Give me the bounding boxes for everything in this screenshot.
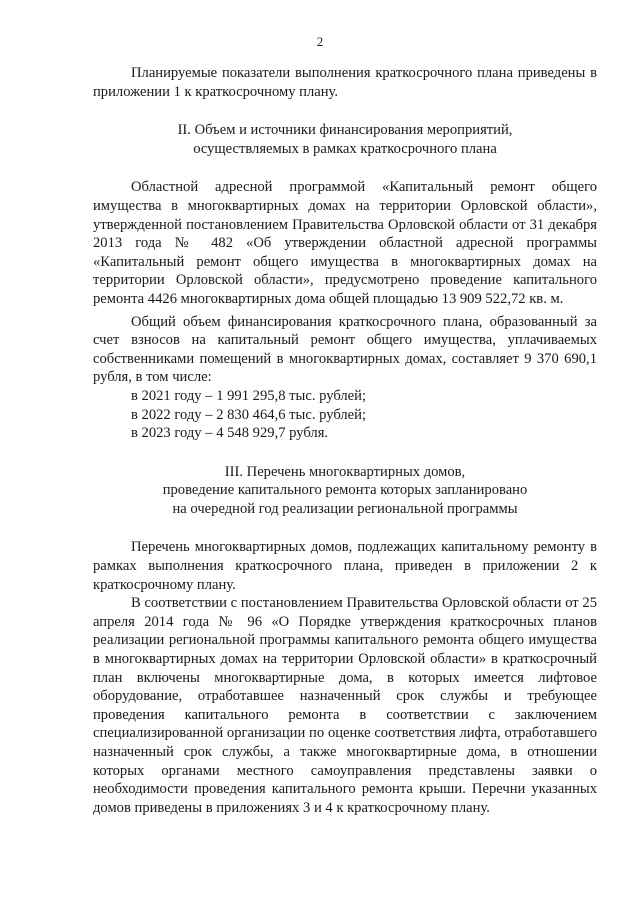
spacer: [93, 158, 597, 178]
spacer: [93, 443, 597, 463]
section-2-heading-line-1: II. Объем и источники финансирования мероприятий,: [177, 122, 513, 139]
section-3-heading-line-3: на очередной год реализации региональной программы: [172, 500, 518, 517]
section-2-heading-line-2: осуществляемых в рамках краткосрочного плана: [193, 140, 497, 157]
spacer: [93, 518, 597, 538]
document-body: [93, 64, 597, 817]
funding-year-2023: в 2023 году – 4 548 929,7 рубля.: [131, 425, 329, 442]
section-3-heading-line-1: III. Перечень многоквартирных домов,: [224, 463, 466, 480]
spacer: [93, 101, 597, 121]
funding-year-2022: в 2022 году – 2 830 464,6 тыс. рублей;: [131, 406, 367, 423]
section-2-paragraph-2: Общий объем финансирования краткосрочного плана, образованный за счет взносов на капитальный ремонт общего имущества, уплачиваемых собственниками помещений в многоквартирных домах, составляет 9 370 690,1 рубля, в том числе:: [93, 313, 597, 386]
section-2-paragraph-1: Областной адресной программой «Капитальный ремонт общего имущества в многоквартирных домах на территории Орловской области», утвержденной постановлением Правительства Орловской области от 31 декабря 2013 года № 482 «Об утверждении областной адресной программы «Капитальный ремонт общего имущества в многоквартирных домах на территории Орловской области», предусмотрено проведение капитального ремонта 4426 многоквартирных дома общей площадью 13 909 522,72 кв. м.: [93, 179, 597, 307]
section-3-paragraph-1: Перечень многоквартирных домов, подлежащих капитальному ремонту в рамках выполнения краткосрочного плана, приведен в приложении 2 к краткосрочному плану.: [93, 539, 597, 593]
page-number: 2: [316, 34, 324, 49]
intro-paragraph: Планируемые показатели выполнения краткосрочного плана приведены в приложении 1 к краткосрочному плану.: [93, 65, 597, 100]
section-3-paragraph-2: В соответствии с постановлением Правительства Орловской области от 25 апреля 2014 года № 96 «О Порядке утверждения краткосрочных планов реализации региональной программы капитального ремонта общего имущества в многоквартирных домах на территории Орловской области» в краткосрочный план включены многоквартирные дома, в которых имеется лифтовое оборудование, отработавшее назначенный срок службы и требующее проведения капитального ремонта в соответствии с заключением специализированной организации по оценке соответствия лифта, отработавшего назначенный срок службы, а также многоквартирные дома, в отношении которых органами местного самоуправления представлены заявки о необходимости проведения капитального ремонта крыши. Перечни указанных домов приведены в приложениях 3 и 4 к краткосрочному плану.: [93, 595, 597, 816]
section-3-heading-line-2: проведение капитального ремонта которых запланировано: [162, 482, 528, 499]
funding-year-2021: в 2021 году – 1 991 295,8 тыс. рублей;: [131, 387, 367, 404]
